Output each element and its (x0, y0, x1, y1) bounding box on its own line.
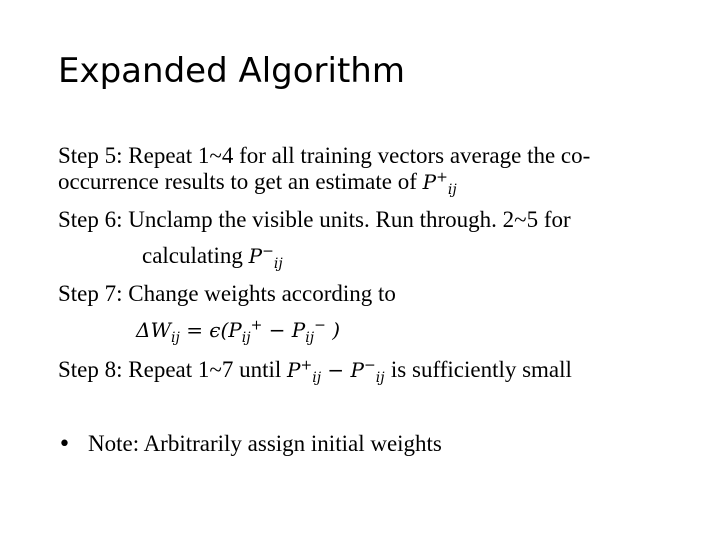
step-5-line-2 (58, 169, 457, 198)
step-8-text-end: is sufficiently small (390, 357, 572, 382)
bullet-dot: • (58, 432, 71, 457)
math-p-plus-minus-p-minus: $P^+_{ij} - P^-_{ij}$ (287, 357, 385, 386)
step-5-text: occurrence results to get an estimate of (58, 169, 417, 194)
step-6-line-1: Step 6: Unclamp the visible units. Run through. 2~5 for (58, 207, 571, 232)
math-p-plus: $P^+_{ij}$ (422, 169, 457, 198)
note-text: Note: Arbitrarily assign initial weights (87, 431, 442, 456)
step-6-line-2 (142, 243, 283, 272)
step-6-text: calculating (142, 243, 243, 268)
slide-title: Expanded Algorithm (58, 51, 405, 91)
step-7-formula: $\Delta W_{ij} = \epsilon(P_{ij}^+ - P_{ij}^-$ ) (136, 317, 340, 346)
step-5-line-1: Step 5: Repeat 1~4 for all training vectors average the co- (58, 143, 591, 168)
note-bullet (58, 432, 442, 457)
step-8-text: Step 8: Repeat 1~7 until (58, 357, 282, 382)
step-8-line (58, 357, 572, 386)
math-p-minus: $P^-_{ij}$ (248, 243, 283, 272)
step-7-line-1: Step 7: Change weights according to (58, 281, 396, 306)
